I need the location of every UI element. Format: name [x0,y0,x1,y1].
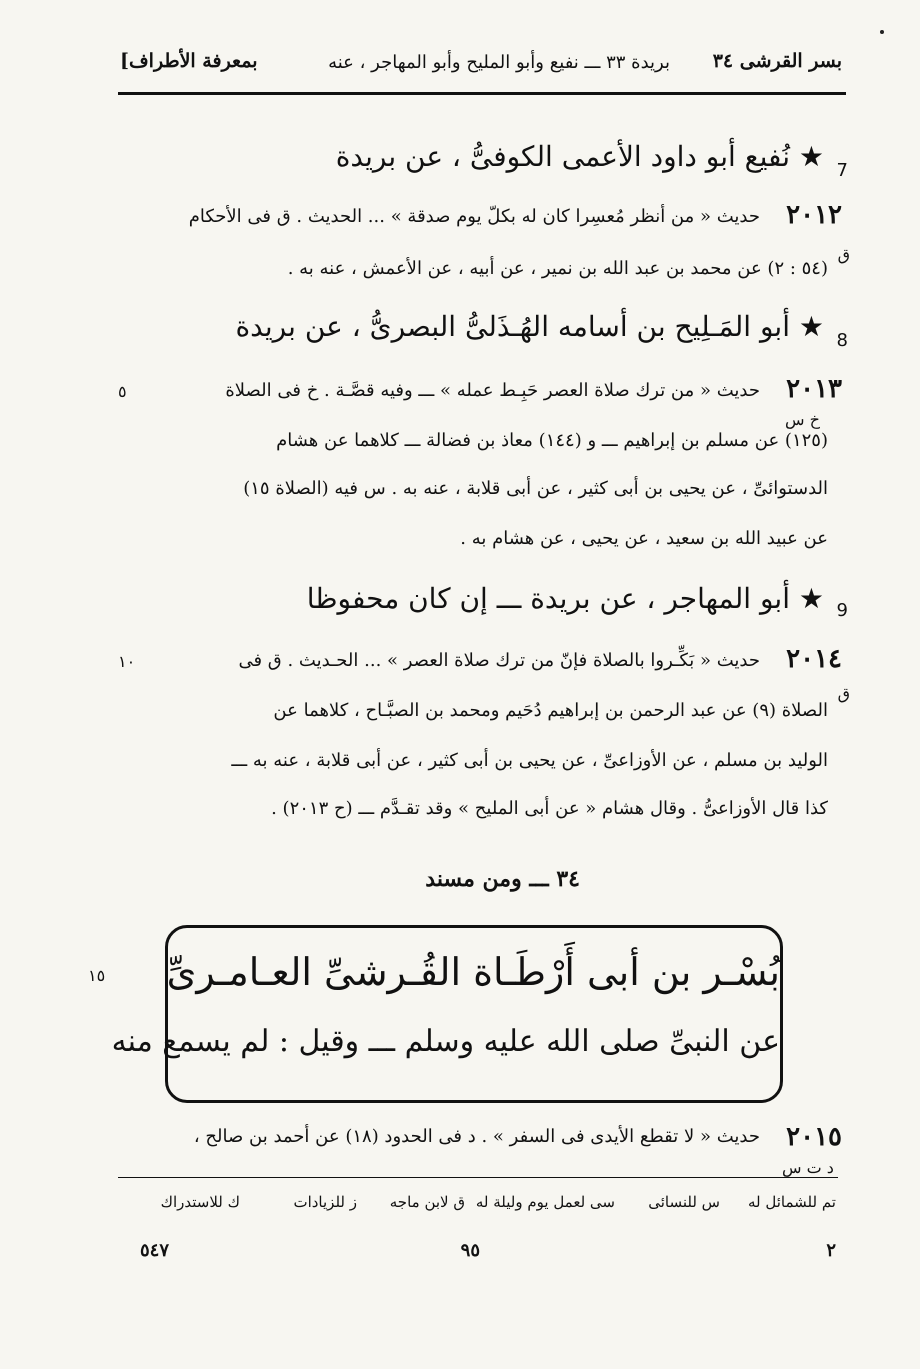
musnad-heading: ٣٤ ـــ ومن مسند [425,866,580,892]
line-number: ١٠ [118,652,136,671]
abbreviation: تم للشمائل له [747,1193,836,1211]
hadith-line: (١٢٥) عن مسلم بن إبراهيم ـــ و (١٤٤) معاذ بن فضالة ـــ كلاهما عن هشام [276,430,828,451]
line-number: ٥ [118,382,127,401]
hadith-line: حديث « من أنظر مُعسِرا كان له بكلّ يوم صدقة » ... الحديث . ق فى الأحكام [188,206,760,227]
header-rule [118,92,846,95]
abbreviation: ق لابن ماجه [389,1193,465,1211]
hadith-line: حديث « لا تقطع الأيدى فى السفر » . د فى الحدود (١٨) عن أحمد بن صالح ، [193,1126,760,1147]
section-number: 7 [836,160,848,181]
page-number: ٩٥ [460,1240,480,1261]
footnote-rule [118,1177,838,1178]
section-title: ★ نُفيع أبو داود الأعمى الكوفىُّ ، عن بريدة [335,140,824,173]
abbreviation: سى لعمل يوم وليلة له [475,1193,615,1211]
hadith-number: ٢٠١٢ [786,200,842,230]
box-title: بُسْـر بن أبى أَرْطَـاة القُـرشىِّ العـامـرىِّ [166,950,780,994]
hadith-number: ٢٠١٤ [786,644,842,674]
hadith-line: حديث « بَكِّـروا بالصلاة فإنّ من ترك صلاة العصر » ... الحـديث . ق فى [238,650,760,671]
hadith-line: الصلاة (٩) عن عبد الرحمن بن إبراهيم دُحَيم ومحمد بن الصبَّـاح ، كلاهما عن [273,700,828,721]
hadith-line: (٥٤ : ٢) عن محمد بن عبد الله بن نمير ، عن أبيه ، عن الأعمش ، عنه به . [287,258,828,279]
side-mark: خ س [785,410,820,429]
page-number-total: ٥٤٧ [140,1240,170,1261]
volume-number: ٢ [826,1240,836,1261]
side-mark: ق [837,684,850,703]
section-number: 9 [836,600,848,621]
hadith-line: الوليد بن مسلم ، عن الأوزاعىِّ ، عن يحيى بن أبى كثير ، عن أبى قلابة ، عنه به ـــ [231,750,828,771]
hadith-number: ٢٠١٣ [786,374,842,404]
musnad-name-box [111,925,783,1103]
side-mark: ق [837,245,850,264]
abbreviation: ك للاستدراك [160,1193,240,1211]
side-mark: د ت س [782,1158,834,1177]
section-title: ★ أبو المهاجر ، عن بريدة ـــ إن كان محفوظا [306,582,824,615]
header-middle: بريدة ٣٣ ـــ نفيع وأبو المليح وأبو المهاجر ، عنه [328,52,670,73]
stray-mark [880,30,884,34]
hadith-line: الدستوائىِّ ، عن يحيى بن أبى كثير ، عن أبى قلابة ، عنه به . س فيه (الصلاة ١٥) [243,478,828,499]
line-number: ١٥ [88,966,106,985]
section-title: ★ أبو المَـلِيح بن أسامه الهُـذَلىُّ البصرىُّ ، عن بريدة [235,310,824,343]
abbreviation: س للنسائى [648,1193,720,1211]
abbreviation: ز للزيادات [293,1193,357,1211]
hadith-line: عن عبيد الله بن سعيد ، عن يحيى ، عن هشام به . [460,528,828,549]
box-subtitle: عن النبىِّ صلى الله عليه وسلم ـــ وقيل : لم يسمع منه [111,1024,780,1059]
hadith-line: كذا قال الأوزاعىُّ . وقال هشام « عن أبى المليح » وقد تقـدَّم ـــ (ح ٢٠١٣) . [271,798,828,819]
hadith-line: حديث « من ترك صلاة العصر حَبِـط عمله » ـــ وفيه قصَّـة . خ فى الصلاة [225,380,760,401]
hadith-number: ٢٠١٥ [786,1122,842,1152]
header-left: بمعرفة الأطراف] [120,50,258,72]
section-number: 8 [836,330,848,351]
header-right: بسر القرشى ٣٤ [712,50,842,72]
